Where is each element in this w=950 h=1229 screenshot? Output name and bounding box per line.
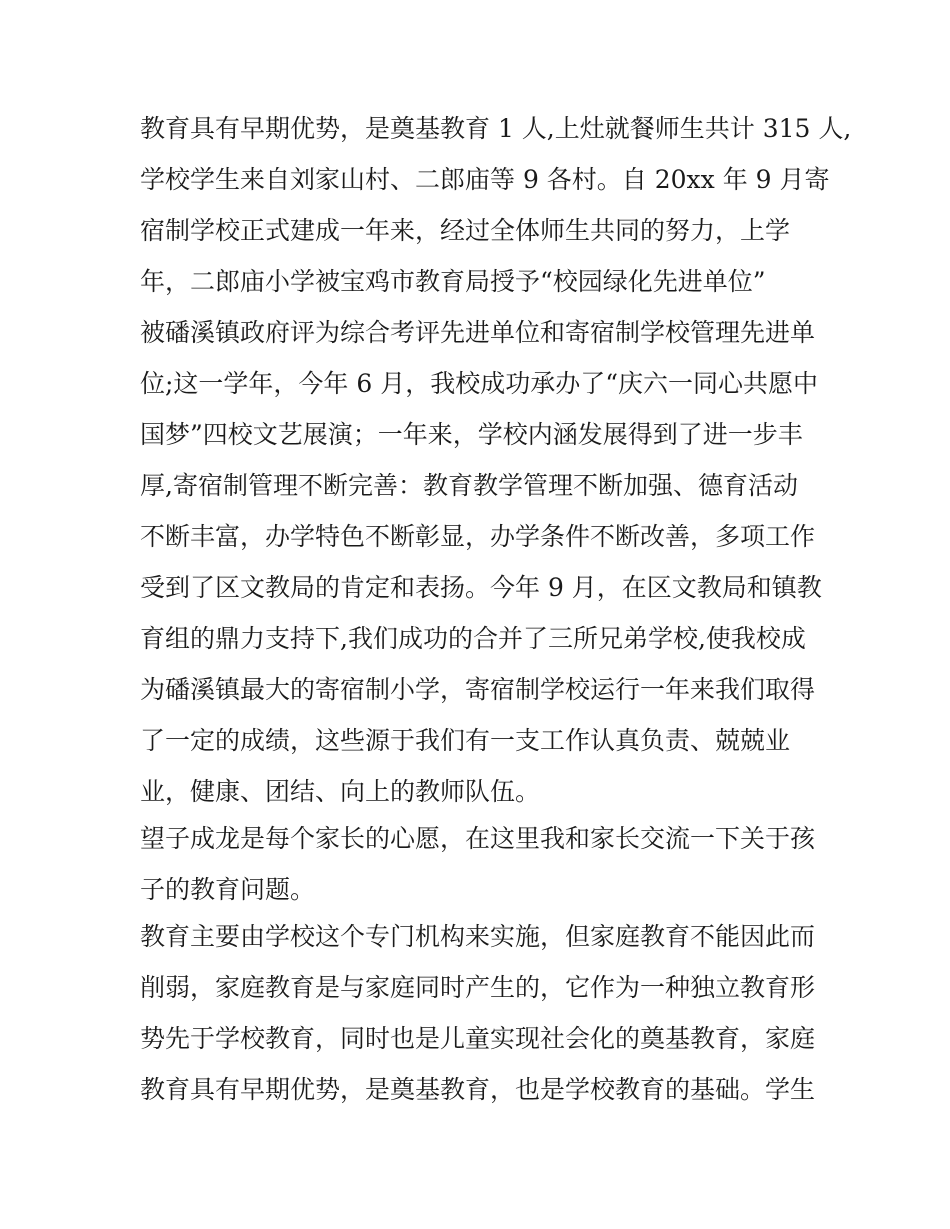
text-line: 削弱，家庭教育是与家庭同时产生的，它作为一种独立教育形 [140,973,816,1002]
text-line: 了一定的成绩，这些源于我们有一支工作认真负责、兢兢业 [140,726,791,755]
text-line: 受到了区文教局的肯定和表扬。今年 9 月，在区文教局和镇教 [140,573,822,602]
text-line: 教育具有早期优势，是奠基教育 1 人,上灶就餐师生共计 315 人, [140,114,852,143]
text-line: 业，健康、团结、向上的教师队伍。 [140,777,541,806]
text-line: 年，二郎庙小学被宝鸡市教育局授予“校园绿化先进单位” [140,267,766,296]
text-line: 教育具有早期优势，是奠基教育，也是学校教育的基础。学生 [140,1075,816,1104]
text-line: 国梦”四校文艺展演；一年来，学校内涵发展得到了进一步丰 [140,420,803,449]
text-line: 不断丰富，办学特色不断彰显，办学条件不断改善，多项工作 [140,522,816,551]
text-line: 位;这一学年，今年 6 月，我校成功承办了“庆六一同心共愿中 [140,369,819,398]
text-line: 势先于学校教育，同时也是儿童实现社会化的奠基教育，家庭 [140,1024,816,1053]
body-text [140,103,852,1115]
text-line: 为磻溪镇最大的寄宿制小学，寄宿制学校运行一年来我们取得 [140,675,816,704]
text-line: 育组的鼎力支持下,我们成功的合并了三所兄弟学校,使我校成 [140,624,806,653]
text-line: 子的教育问题。 [140,875,316,904]
text-line: 望子成龙是每个家长的心愿，在这里我和家长交流一下关于孩 [140,824,816,853]
text-line: 学校学生来自刘家山村、二郎庙等 9 各村。自 20xx 年 9 月寄 [140,165,830,194]
text-line: 教育主要由学校这个专门机构来实施，但家庭教育不能因此而 [140,922,816,951]
text-line: 宿制学校正式建成一年来，经过全体师生共同的努力，上学 [140,216,791,245]
text-line: 厚,寄宿制管理不断完善：教育教学管理不断加强、德育活动 [140,471,798,500]
text-line: 被磻溪镇政府评为综合考评先进单位和寄宿制学校管理先进单 [140,318,816,347]
